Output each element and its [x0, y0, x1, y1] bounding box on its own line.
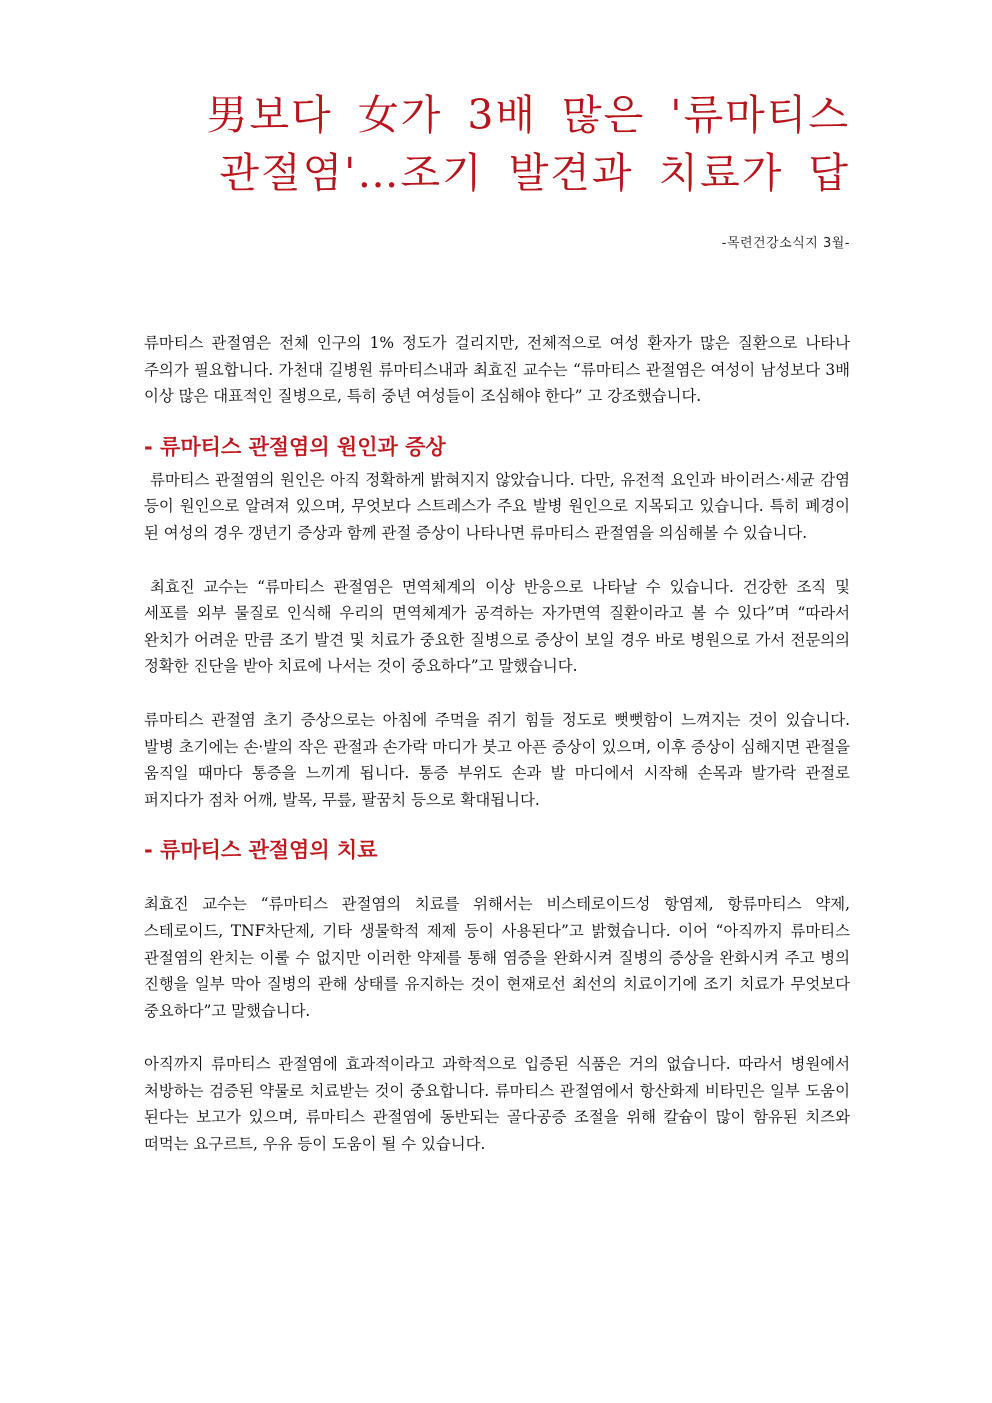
section-heading-treatment: - 류마티스 관절염의 치료 — [144, 838, 378, 863]
document-title — [206, 86, 850, 202]
treatment-paragraph-1: 최효진 교수는 “류마티스 관절염의 치료를 위해서는 비스테로이드성 항염제, 항류마티스 약제, 스테로이드, TNF차단제, 기타 생물학적 제제 등이 사용된다”고 밝혔습니다. 이어 “아직까지 류마티스 관절염의 완치는 이룰 수 없지만 이러한 약제를 통해 염증을 완화시켜 질병의 증상을 완화시켜 주고 병의 진행을 일부 막아 질병의 관해 상태를 유지하는 것이 현재로선 최선의 치료이기에 조기 치료가 무엇보다 중요하다”고 말했습니다. — [144, 895, 850, 1020]
causes-paragraph-3: 류마티스 관절염 초기 증상으로는 아침에 주먹을 쥐기 힘들 정도로 뻣뻣함이 느껴지는 것이 있습니다. 발병 초기에는 손·발의 작은 관절과 손가락 마디가 붓고 아픈 증상이 있으며, 이후 증상이 심해지면 관절을 움직일 때마다 통증을 느끼게 됩니다. 통증 부위도 손과 발 마디에서 시작해 손목과 발가락 관절로 퍼지다가 점차 어깨, 발목, 무릎, 팔꿈치 등으로 확대됩니다. — [144, 710, 850, 809]
title-line-2: 관절염'…조기 발견과 치료가 답 — [219, 149, 850, 197]
section-heading-causes: - 류마티스 관절염의 원인과 증상 — [144, 434, 446, 459]
treatment-paragraph-2: 아직까지 류마티스 관절염에 효과적이라고 과학적으로 입증된 식품은 거의 없습니다. 따라서 병원에서 처방하는 검증된 약물로 치료받는 것이 중요합니다. 류마티스 관절염에서 항산화제 비타민은 일부 도움이 된다는 보고가 있으며, 류마티스 관절염에 동반되는 골다공증 조절을 위해 칼슘이 많이 함유된 치즈와 떠먹는 요구르트, 우유 등이 도움이 될 수 있습니다. — [144, 1055, 850, 1154]
source-note: -목련건강소식지 3월- — [721, 236, 850, 251]
title-line-1: 男보다 女가 3배 많은 '류마티스 — [206, 91, 850, 139]
intro-paragraph: 류마티스 관절염은 전체 인구의 1% 정도가 걸리지만, 전체적으로 여성 환자가 많은 질환으로 나타나 주의가 필요합니다. 가천대 길병원 류마티스내과 최효진 교수는 “류마티스 관절염은 여성이 남성보다 3배 이상 많은 대표적인 질병으로, 특히 중년 여성들이 조심해야 한다” 고 강조했습니다. — [144, 334, 850, 406]
causes-paragraph-1: 류마티스 관절염의 원인은 아직 정확하게 밝혀지지 않았습니다. 다만, 유전적 요인과 바이러스·세균 감염 등이 원인으로 알려져 있으며, 무엇보다 스트레스가 주요 발병 원인으로 지목되고 있습니다. 특히 폐경이 된 여성의 경우 갱년기 증상과 함께 관절 증상이 나타나면 류마티스 관절염을 의심해볼 수 있습니다. — [144, 470, 850, 542]
article-body — [144, 330, 850, 1158]
causes-paragraph-2: 최효진 교수는 “류마티스 관절염은 면역체계의 이상 반응으로 나타날 수 있습니다. 건강한 조직 및 세포를 외부 물질로 인식해 우리의 면역체계가 공격하는 자가면역 질환이라고 볼 수 있다”며 “따라서 완치가 어려운 만큼 조기 발견 및 치료가 중요한 질병으로 증상이 보일 경우 바로 병원으로 가서 전문의의 정확한 진단을 받아 치료에 나서는 것이 중요하다”고 말했습니다. — [144, 577, 850, 676]
